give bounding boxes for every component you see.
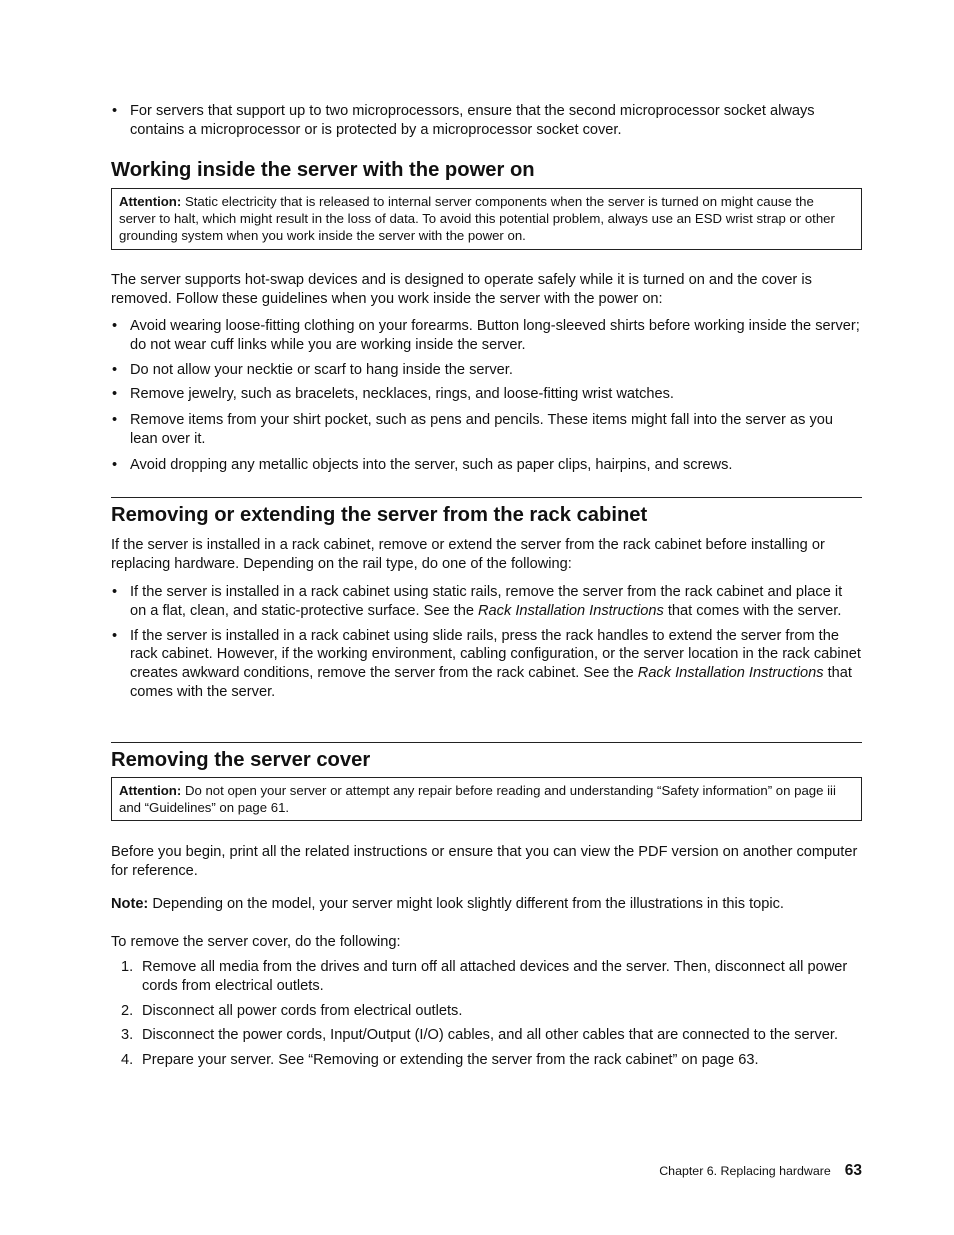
list-item: • Avoid wearing loose-fitting clothing on your forearms. Button long-sleeved shirts before working inside the server; do not wear cuff links while you are working inside the server. [111,317,862,355]
before-you-begin: Before you begin, print all the related instructions or ensure that you can view the PDF version on another computer for reference. [111,844,858,879]
step-item: 2. Disconnect all power cords from electrical outlets. [121,1002,463,1019]
rail-type-list [111,583,862,702]
list-item [111,102,862,140]
list-item: • If the server is installed in a rack cabinet using static rails, remove the server from the rack cabinet and place it on a flat, clean, and static-protective surface. See the Rack Installation Instructions that comes with the server. [111,583,862,621]
attention-text: Static electricity that is released to internal server components when the server is turned on might cause the server to halt, which might result in the loss of data. To avoid this potential problem, always use an ESD wrist strap or other grounding system when you work inside the server with the power on. [119,194,835,244]
step-item: 1. Remove all media from the drives and turn off all attached devices and the server. Then, disconnect all power cords from electrical outlets. [121,959,848,994]
section-heading-cover: Removing the server cover [111,749,371,771]
note-label: Note: [111,896,149,912]
steps-intro: To remove the server cover, do the following: [111,934,401,950]
list-item: • If the server is installed in a rack cabinet using slide rails, press the rack handles to extend the server from the rack cabinet. However, if the working environment, cabling configuration, or the server location in the rack cabinet creates awkward conditions, remove the server from the rack cabinet. See the Rack Installation Instructions that comes with the server. [111,627,862,702]
top-bullet-list [111,102,862,140]
list-item: • Do not allow your necktie or scarf to hang inside the server. [111,361,862,380]
page-number: 63 [844,1162,862,1179]
doc-title-reference: Rack Installation Instructions [637,665,824,682]
note [111,895,862,914]
attention-label: Attention: [119,783,182,798]
doc-title-reference: Rack Installation Instructions [478,602,664,619]
attention-text: Do not open your server or attempt any repair before reading and understanding “Safety information” on page iii and “Guidelines” on page 61. [119,783,836,816]
list-item: • Avoid dropping any metallic objects into the server, such as paper clips, hairpins, and screws. [111,456,862,475]
attention-label: Attention: [119,194,182,209]
steps-list [111,958,862,1070]
attention-box [111,188,862,250]
chapter-title: Chapter 6. Replacing hardware [659,1164,831,1178]
section-divider [111,497,862,498]
section-intro: If the server is installed in a rack cabinet, remove or extend the server from the rack cabinet before installing or replacing hardware. Depending on the rail type, do one of the following: [111,537,825,572]
section-heading-power-on: Working inside the server with the power on [111,159,535,181]
section-heading-rack: Removing or extending the server from the rack cabinet [111,504,648,526]
guidelines-list [111,317,862,475]
list-item-text: For servers that support up to two microprocessors, ensure that the second microprocessor socket always contains a microprocessor or is protected by a microprocessor socket cover. [130,103,815,138]
section-divider [111,742,862,743]
step-item: 3. Disconnect the power cords, Input/Output (I/O) cables, and all other cables that are connected to the server. [121,1027,839,1044]
step-item: 4. Prepare your server. See “Removing or extending the server from the rack cabinet” on page 63. [121,1052,759,1069]
note-text: Depending on the model, your server might look slightly different from the illustrations in this topic. [152,896,784,912]
attention-box [111,777,862,821]
list-item: • Remove jewelry, such as bracelets, necklaces, rings, and loose-fitting wrist watches. [111,385,862,404]
list-item: • Remove items from your shirt pocket, such as pens and pencils. These items might fall into the server as you lean over it. [111,411,862,449]
page-footer [111,1162,862,1180]
section-intro: The server supports hot-swap devices and is designed to operate safely while it is turned on and the cover is removed. Follow these guidelines when you work inside the server with the power on: [111,272,812,307]
